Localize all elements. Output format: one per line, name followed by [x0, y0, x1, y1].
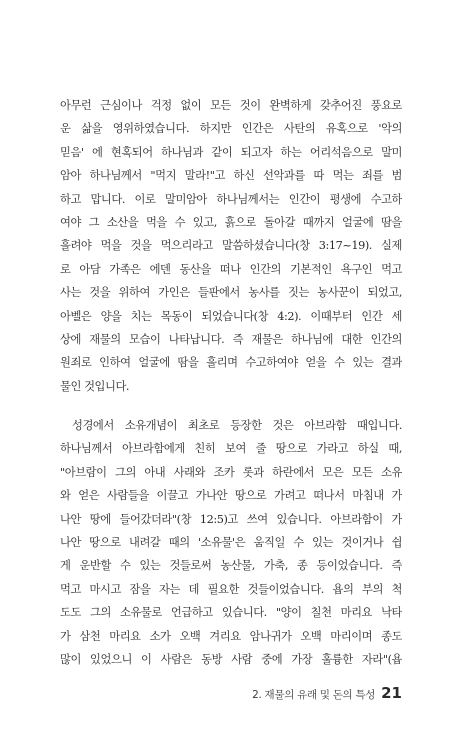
text-line: 도도 그의 소유물로 언급하고 있습니다. "양이 칠천 마리요 낙타: [60, 606, 402, 620]
chapter-title: 2. 재물의 유래 및 돈의 특성: [252, 689, 376, 701]
text-line: 와 얻은 사람들을 이끌고 가나안 땅으로 가려고 떠나서 마침내 가: [60, 489, 402, 503]
page-footer: [252, 684, 402, 702]
text-line: 가 삼천 마리요 소가 오백 겨리요 암나귀가 오백 마리이며 종도: [60, 629, 402, 643]
text-line: 하나님께서 아브라함에게 친히 보여 줄 땅으로 가라고 하실 때,: [60, 442, 402, 456]
text-line: 로 아담 가족은 에덴 동산을 떠나 인간의 기본적인 욕구인 먹고: [60, 262, 402, 276]
text-line: 믿음' 에 현혹되어 하나님과 같이 되고자 하는 어리석음으로 말미: [60, 145, 402, 159]
page-number: 21: [381, 684, 402, 702]
text-line: 아벨은 양을 치는 목동이 되었습니다(창 4:2). 이때부터 인간 세: [60, 309, 402, 323]
text-line: 먹고 마시고 잠을 자는 데 필요한 것들이었습니다. 욥의 부의 척: [60, 582, 402, 596]
text-line: 게 운반할 수 있는 것들로써 농산물, 가축, 종 등이었습니다. 즉: [60, 559, 402, 573]
paragraph-2: [60, 414, 402, 671]
text-line: 운 삶을 영위하였습니다. 하지만 인간은 사탄의 유혹으로 '악의: [60, 122, 402, 136]
text-line: 사는 것을 위하여 가인은 들판에서 농사를 짓는 농사꾼이 되었고,: [60, 286, 402, 300]
text-line: 나안 땅으로 내려갈 때의 '소유물'은 움직일 수 있는 것이거나 쉽: [60, 535, 402, 549]
text-line: 암아 하나님께서 "먹지 말라!"고 하신 선악과를 따 먹는 죄를 범: [60, 169, 402, 183]
text-line: 상에 재물의 모습이 나타납니다. 즉 재물은 하나님에 대한 인간의: [60, 332, 402, 346]
text-line: 하고 맙니다. 이로 말미암아 하나님께서는 인간이 평생에 수고하: [60, 192, 402, 206]
text-line: 나안 땅에 들어갔더라"(창 12:5)고 쓰여 있습니다. 아브라함이 가: [60, 512, 402, 526]
text-line: "아브람이 그의 아내 사래와 조카 롯과 하란에서 모은 모든 소유: [60, 465, 402, 479]
text-line: 흘려야 먹을 것을 먹으리라고 말씀하셨습니다(창 3:17~19). 실제: [60, 239, 402, 253]
text-line: 원죄로 인하여 얼굴에 땀을 흘리며 수고하여야 얻을 수 있는 결과: [60, 356, 402, 370]
text-line: 아무런 근심이나 걱정 없이 모든 것이 완벽하게 갖추어진 풍요로: [60, 99, 402, 112]
text-line: 물인 것입니다.: [60, 379, 130, 393]
paragraph-1: [60, 94, 402, 398]
text-line: 성경에서 소유개념이 최초로 등장한 것은 아브라함 때입니다.: [72, 419, 402, 432]
text-line: 여야 그 소산을 먹을 수 있고, 흙으로 돌아갈 때까지 얼굴에 땀을: [60, 215, 402, 229]
text-line: 많이 있었으니 이 사람은 동방 사람 중에 가장 훌륭한 자라"(욥: [60, 652, 402, 666]
